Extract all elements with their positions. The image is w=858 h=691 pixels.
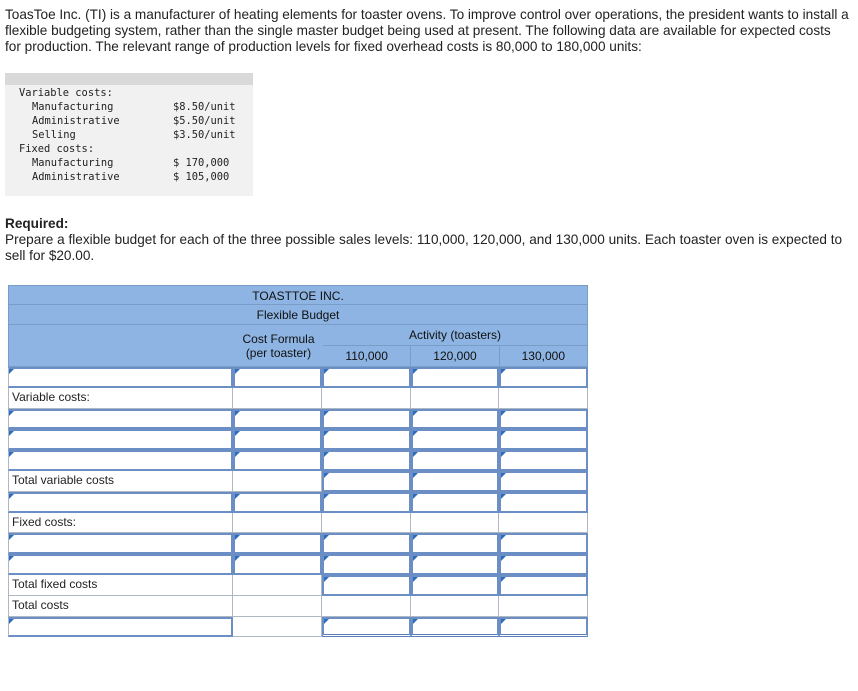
given-data-row <box>5 86 253 100</box>
given-data-label: Fixed costs: <box>19 143 95 155</box>
column-header-row <box>8 325 588 367</box>
cost-formula-input <box>233 617 322 638</box>
level-header-2: 120,000 <box>410 346 498 366</box>
given-data-row <box>5 100 253 114</box>
label-column-header <box>9 325 234 366</box>
budget-row <box>8 596 588 617</box>
given-data-label: Selling <box>32 129 76 141</box>
budget-row <box>8 554 588 575</box>
empty-cell <box>233 471 322 492</box>
activity-amount-input[interactable] <box>499 554 588 575</box>
cost-formula-input[interactable] <box>233 429 322 450</box>
empty-cell <box>411 513 500 534</box>
activity-amount-input[interactable] <box>322 450 411 471</box>
activity-amount-input[interactable] <box>322 533 411 554</box>
cost-formula-header <box>234 325 323 366</box>
activity-amount-input[interactable] <box>411 367 500 388</box>
given-data-value: $8.50/unit <box>173 101 236 113</box>
required-text: Prepare a flexible budget for each of the three possible sales levels: 110,000, 120,000, and 130,000 units. Each toaster oven is expected to sell for $20.00. <box>5 232 843 263</box>
budget-row <box>8 429 588 450</box>
total-amount-input[interactable] <box>411 471 500 492</box>
given-data-row <box>5 114 253 128</box>
given-data-label: Variable costs: <box>19 87 113 99</box>
cost-formula-header-line1: Cost Formula <box>242 332 315 346</box>
empty-cell <box>233 388 322 409</box>
empty-cell <box>411 388 500 409</box>
budget-row <box>8 471 588 492</box>
activity-amount-input[interactable] <box>411 450 500 471</box>
cost-formula-input[interactable] <box>233 367 322 388</box>
flexible-budget-table <box>8 285 588 637</box>
required-section <box>5 216 850 264</box>
budget-row <box>8 450 588 471</box>
given-data-value: $ 170,000 <box>173 157 230 169</box>
activity-header-group <box>323 325 587 366</box>
cost-formula-input[interactable] <box>233 409 322 430</box>
empty-cell <box>411 596 500 617</box>
budget-row <box>8 617 588 638</box>
given-data-row <box>5 170 253 184</box>
row-label: Total costs <box>8 596 233 617</box>
row-label-dropdown[interactable] <box>8 492 233 513</box>
row-label-dropdown[interactable] <box>8 533 233 554</box>
given-data-value: $ 105,000 <box>173 171 230 183</box>
row-label-dropdown[interactable] <box>8 554 233 575</box>
empty-cell <box>322 596 411 617</box>
activity-amount-input[interactable] <box>411 533 500 554</box>
empty-cell <box>322 388 411 409</box>
activity-header: Activity (toasters) <box>323 325 587 346</box>
given-data-list <box>5 85 253 184</box>
activity-amount-input[interactable] <box>499 450 588 471</box>
given-data-row <box>5 156 253 170</box>
activity-amount-input[interactable] <box>322 617 411 638</box>
budget-rows <box>8 367 588 637</box>
given-data-row <box>5 128 253 142</box>
total-amount-input[interactable] <box>411 575 500 596</box>
cost-formula-input[interactable] <box>233 450 322 471</box>
company-name: TOASTTOE INC. <box>8 285 588 305</box>
budget-row <box>8 575 588 596</box>
activity-amount-input[interactable] <box>411 492 500 513</box>
activity-amount-input[interactable] <box>499 367 588 388</box>
row-label-dropdown[interactable] <box>8 429 233 450</box>
given-data-value: $5.50/unit <box>173 115 236 127</box>
empty-cell <box>499 596 588 617</box>
problem-intro: ToasToe Inc. (TI) is a manufacturer of heating elements for toaster ovens. To improve control over operations, the president wants to install a flexible budgeting system, rather than the single master budget being used at present. The following data are available for expected costs for production. The relevant range of production levels for fixed overhead costs is 80,000 to 180,000 units: <box>5 7 849 54</box>
cost-formula-header-line2: (per toaster) <box>245 346 312 360</box>
given-data-box <box>5 73 253 196</box>
budget-row <box>8 388 588 409</box>
empty-cell <box>499 513 588 534</box>
given-data-label: Administrative <box>32 115 120 127</box>
activity-amount-input[interactable] <box>322 367 411 388</box>
activity-amount-input[interactable] <box>499 409 588 430</box>
budget-row <box>8 492 588 513</box>
row-label-dropdown[interactable] <box>8 367 233 388</box>
activity-amount-input[interactable] <box>322 492 411 513</box>
row-label-dropdown[interactable] <box>8 617 233 638</box>
given-data-header-bar <box>5 73 253 85</box>
activity-amount-input[interactable] <box>499 429 588 450</box>
row-label-dropdown[interactable] <box>8 450 233 471</box>
budget-row <box>8 367 588 388</box>
given-data-label: Manufacturing <box>32 101 114 113</box>
activity-amount-input[interactable] <box>499 617 588 638</box>
given-data-row <box>5 142 253 156</box>
activity-amount-input[interactable] <box>411 429 500 450</box>
row-label-dropdown[interactable] <box>8 409 233 430</box>
row-label: Total fixed costs <box>8 575 233 596</box>
empty-cell <box>499 388 588 409</box>
budget-row <box>8 513 588 534</box>
empty-cell <box>233 575 322 596</box>
activity-amount-input[interactable] <box>411 554 500 575</box>
row-label: Total variable costs <box>8 471 233 492</box>
activity-amount-input[interactable] <box>322 409 411 430</box>
given-data-label: Manufacturing <box>32 157 114 169</box>
activity-amount-input[interactable] <box>499 492 588 513</box>
level-header-3: 130,000 <box>499 346 587 366</box>
empty-cell <box>322 513 411 534</box>
total-amount-input[interactable] <box>322 471 411 492</box>
cost-formula-input[interactable] <box>233 533 322 554</box>
activity-amount-input[interactable] <box>322 429 411 450</box>
activity-levels <box>323 346 587 366</box>
empty-cell <box>233 596 322 617</box>
total-amount-input[interactable] <box>499 575 588 596</box>
budget-row <box>8 533 588 554</box>
cost-formula-input[interactable] <box>233 554 322 575</box>
activity-amount-input[interactable] <box>411 617 500 638</box>
activity-amount-input[interactable] <box>499 533 588 554</box>
cost-formula-input[interactable] <box>233 492 322 513</box>
empty-cell <box>233 513 322 534</box>
given-data-label: Administrative <box>32 171 120 183</box>
activity-amount-input[interactable] <box>411 409 500 430</box>
total-amount-input[interactable] <box>499 471 588 492</box>
total-amount-input[interactable] <box>322 575 411 596</box>
budget-row <box>8 409 588 430</box>
activity-amount-input[interactable] <box>322 554 411 575</box>
budget-title: Flexible Budget <box>8 305 588 325</box>
required-heading: Required: <box>5 216 69 231</box>
given-data-value: $3.50/unit <box>173 129 236 141</box>
row-label: Fixed costs: <box>8 513 233 534</box>
level-header-1: 110,000 <box>345 349 388 363</box>
row-label: Variable costs: <box>8 388 233 409</box>
